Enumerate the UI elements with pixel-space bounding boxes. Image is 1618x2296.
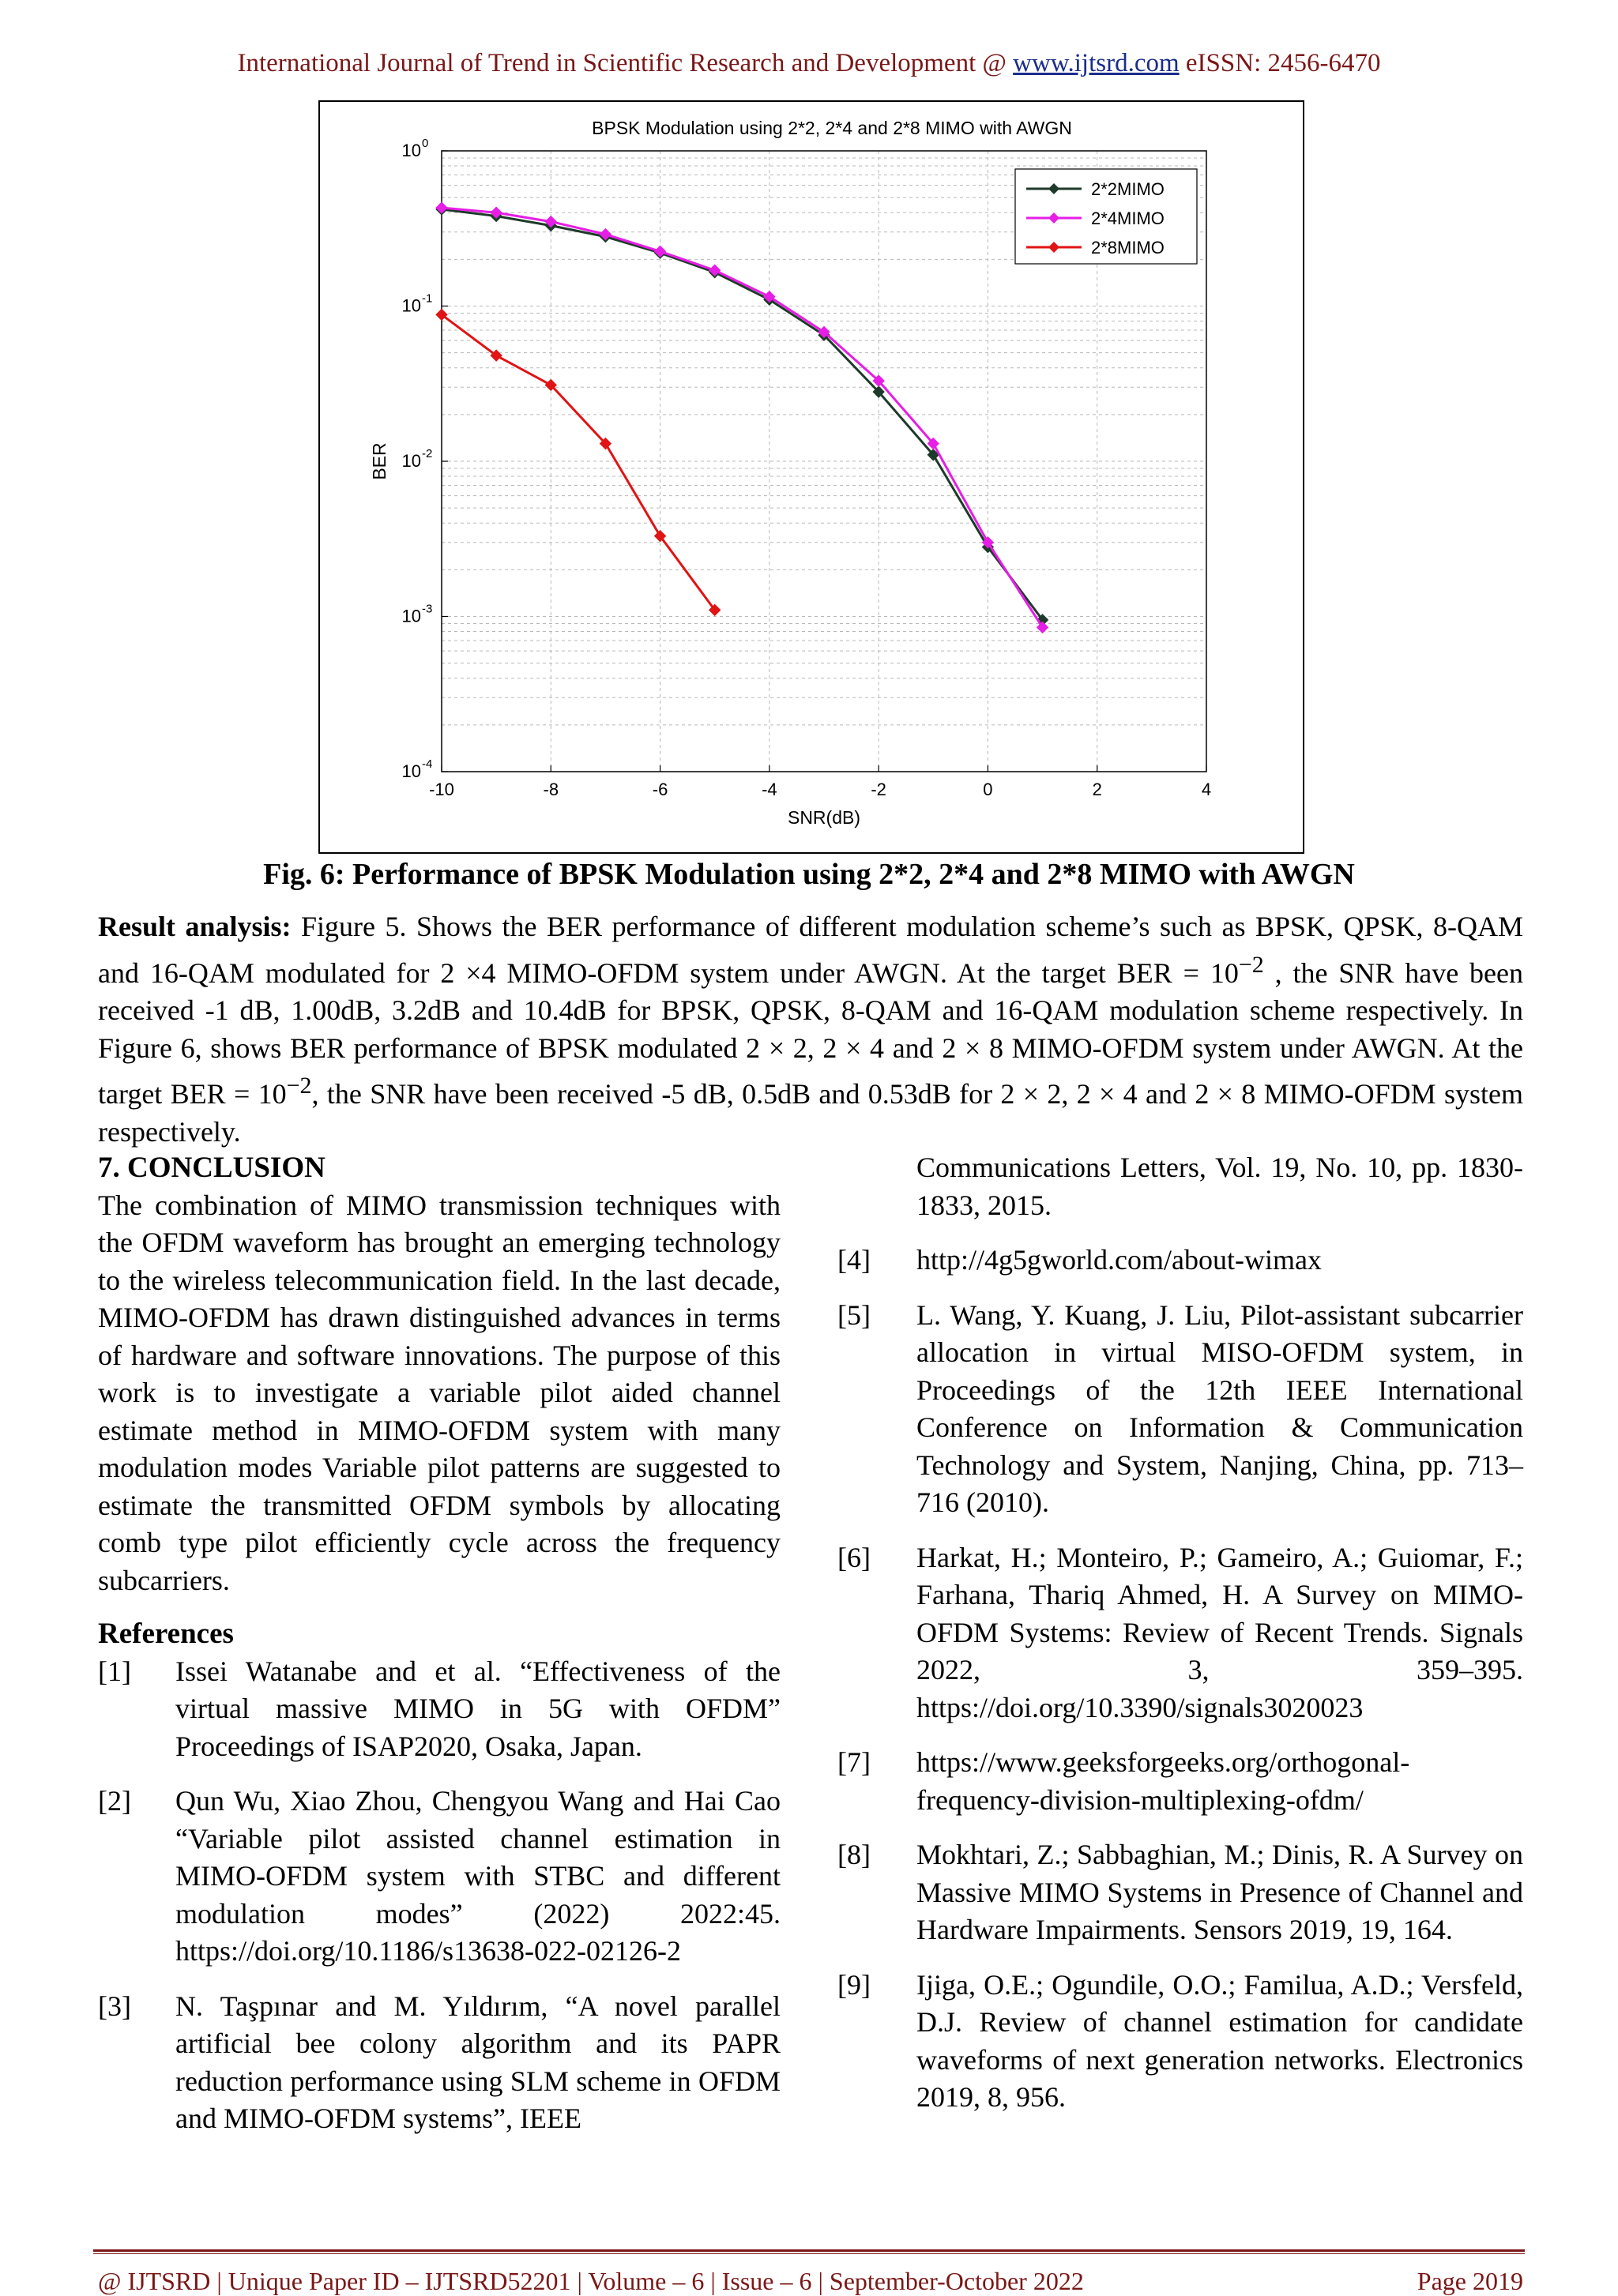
result-analysis-label: Result analysis: [98, 911, 292, 942]
result-text-3: , the SNR have been received -5 dB, 0.5dB and 0.53dB for 2 × 2, 2 × 4 and 2 × 8 MIMO-OFDM system respectively. [98, 1078, 1523, 1148]
data-point [436, 202, 447, 213]
header-url-link[interactable]: www.ijtsrd.com [1013, 49, 1180, 77]
reference-number: [9] [837, 1968, 871, 2001]
reference-item [837, 1836, 1523, 1949]
y-tick-exponent: 0 [422, 137, 429, 150]
reference-number: [2] [98, 1785, 131, 1817]
running-header [0, 49, 1618, 78]
reference-text: Mokhtari, Z.; Sabbaghian, M.; Dinis, R. A Survey on Massive MIMO Systems in Presence of Channel and Hardware Impairments. Sensors 2019, 19, 164. [916, 1839, 1523, 1945]
reference-number: [8] [837, 1839, 871, 1870]
reference-item [837, 1242, 1523, 1280]
y-tick-label: 10 [401, 761, 421, 781]
y-tick-exponent: -1 [422, 291, 433, 306]
series-line-2*8MIMO [442, 314, 715, 610]
reference-text: Ijiga, O.E.; Ogundile, O.O.; Familua, A.D.; Versfeld, D.J. Review of channel estimation for candidate waveforms of next generation networks. Electronics 2019, 8, 956. [916, 1968, 1523, 2113]
x-tick-label: -2 [871, 780, 886, 799]
reference-number: [6] [837, 1541, 871, 1573]
result-sup-1: −2 [1238, 951, 1264, 978]
header-issn: eISSN: 2456-6470 [1179, 49, 1381, 77]
footer-rule [93, 2249, 1525, 2252]
result-analysis-paragraph [98, 908, 1523, 1151]
legend-entry: 2*2MIMO [1091, 179, 1165, 199]
footer-paper-info: @ IJTSRD | Unique Paper ID – IJTSRD52201 | Volume – 6 | Issue – 6 | September-October 2022 [98, 2267, 1084, 2295]
conclusion-text: The combination of MIMO transmission techniques with the OFDM waveform has brought an emerging technology to the wireless telecommunication field. In the last decade, MIMO-OFDM has drawn distinguished advances in terms of hardware and software innovations. The purpose of this work is to investigate a variable pilot aided channel estimate method in MIMO-OFDM system with many modulation modes Variable pilot patterns are suggested to estimate the transmitted OFDM symbols by allocating comb type pilot efficiently cycle across the frequency subcarriers. [98, 1189, 781, 1596]
reference-item [837, 1539, 1523, 1727]
ber-figure [318, 100, 1304, 854]
legend-entry: 2*8MIMO [1091, 238, 1165, 257]
figure-caption: Fig. 6: Performance of BPSK Modulation using 2*2, 2*4 and 2*8 MIMO with AWGN [263, 858, 1355, 891]
y-tick-label: 10 [401, 295, 421, 316]
legend-entry: 2*4MIMO [1091, 209, 1165, 228]
x-tick-label: -10 [429, 780, 454, 799]
reference-item [98, 1783, 781, 1971]
y-tick-label: 10 [401, 141, 421, 160]
right-column [837, 1149, 1523, 2134]
y-tick-exponent: -4 [422, 757, 433, 771]
y-tick-label: 10 [401, 606, 421, 626]
reference-item [98, 1653, 781, 1766]
reference-number: [1] [98, 1655, 131, 1687]
reference-continuation: Communications Letters, Vol. 19, No. 10, pp. 1830-1833, 2015. [916, 1152, 1523, 1221]
chart-title: BPSK Modulation using 2*2, 2*4 and 2*8 MIMO with AWGN [592, 118, 1072, 138]
y-axis-label: BER [369, 442, 389, 480]
reference-item [98, 1988, 781, 2138]
reference-text: Qun Wu, Xiao Zhou, Chengyou Wang and Hai Cao “Variable pilot assisted channel estimation in MIMO‑OFDM system with STBC and different modulation modes” (2022) 2022:45. https://doi.org/10.1186/s13638-022-02126-2 [175, 1785, 781, 1967]
reference-link[interactable]: http://4g5gworld.com/about-wimax [916, 1244, 1322, 1276]
y-tick-exponent: -3 [422, 602, 433, 616]
x-tick-label: 0 [983, 780, 993, 799]
reference-item [837, 1967, 1523, 2117]
reference-link[interactable]: https://www.geeksforgeeks.org/orthogonal-frequency-division-multiplexing-ofdm/ [916, 1746, 1410, 1816]
result-text-1: Figure 5. Shows the BER performance of different modulation scheme’s such as BPSK, QPSK, 8-QAM and 16-QAM modulated for 2 ×4 MIMO-OFDM system under AWGN. At the target BER = 10 [98, 911, 1524, 989]
reference-number: [7] [837, 1746, 871, 1778]
footer-rule-thin [93, 2253, 1525, 2254]
reference-number: [4] [837, 1244, 871, 1276]
x-tick-label: -8 [543, 780, 559, 799]
series-line-2*4MIMO [442, 208, 1043, 627]
result-text-2: , the SNR have been received -1 dB, 1.00dB, 3.2dB and 10.4dB for BPSK, QPSK, 8-QAM and 16-QAM modulation scheme respectively. In Figure 6, shows BER performance of BPSK modulated 2 × 2, 2 × 4 and 2 × 8 MIMO-OFDM system under AWGN. At the target BER = 10 [98, 956, 1523, 1110]
page-number: Page 2019 [1417, 2267, 1523, 2295]
x-tick-label: 2 [1092, 780, 1102, 799]
x-tick-label: -4 [762, 780, 777, 799]
page-footer [98, 2267, 1523, 2296]
x-axis-label: SNR(dB) [787, 807, 861, 828]
x-tick-label: 4 [1201, 780, 1212, 799]
conclusion-heading: 7. CONCLUSION [98, 1152, 325, 1184]
reference-text: N. Taşpınar and M. Yıldırım, “A novel parallel artificial bee colony algorithm and its PAPR reduction performance using SLM scheme in OFDM and MIMO-OFDM systems”, IEEE [175, 1990, 781, 2134]
left-column [98, 1149, 781, 2155]
header-journal-name: International Journal of Trend in Scientific Research and Development @ [237, 49, 1014, 77]
reference-text: L. Wang, Y. Kuang, J. Liu, Pilot-assistant subcarrier allocation in virtual MISO-OFDM system, in Proceedings of the 12th IEEE International Conference on Information & Communication Technology and System, Nanjing, China, pp. 713–716 (2010). [916, 1298, 1523, 1518]
reference-item [837, 1297, 1523, 1522]
x-tick-label: -6 [652, 780, 668, 799]
reference-text: Issei Watanabe and et al. “Effectiveness of the virtual massive MIMO in 5G with OFDM” Proceedings of ISAP2020, Osaka, Japan. [175, 1655, 781, 1762]
result-sup-2: −2 [286, 1073, 312, 1099]
y-tick-exponent: -2 [422, 447, 433, 460]
reference-number: [5] [837, 1298, 871, 1331]
reference-item [837, 1744, 1523, 1819]
ber-chart [320, 102, 1303, 852]
y-tick-label: 10 [401, 451, 421, 471]
reference-number: [3] [98, 1990, 131, 2022]
references-heading: References [98, 1618, 234, 1650]
reference-text: Harkat, H.; Monteiro, P.; Gameiro, A.; Guiomar, F.; Farhana, Thariq Ahmed, H. A Survey on MIMO-OFDM Systems: Review of Recent Trends. Signals 2022, 3, 359–395. https://doi.org/10.3390/signals3020023 [916, 1541, 1523, 1723]
